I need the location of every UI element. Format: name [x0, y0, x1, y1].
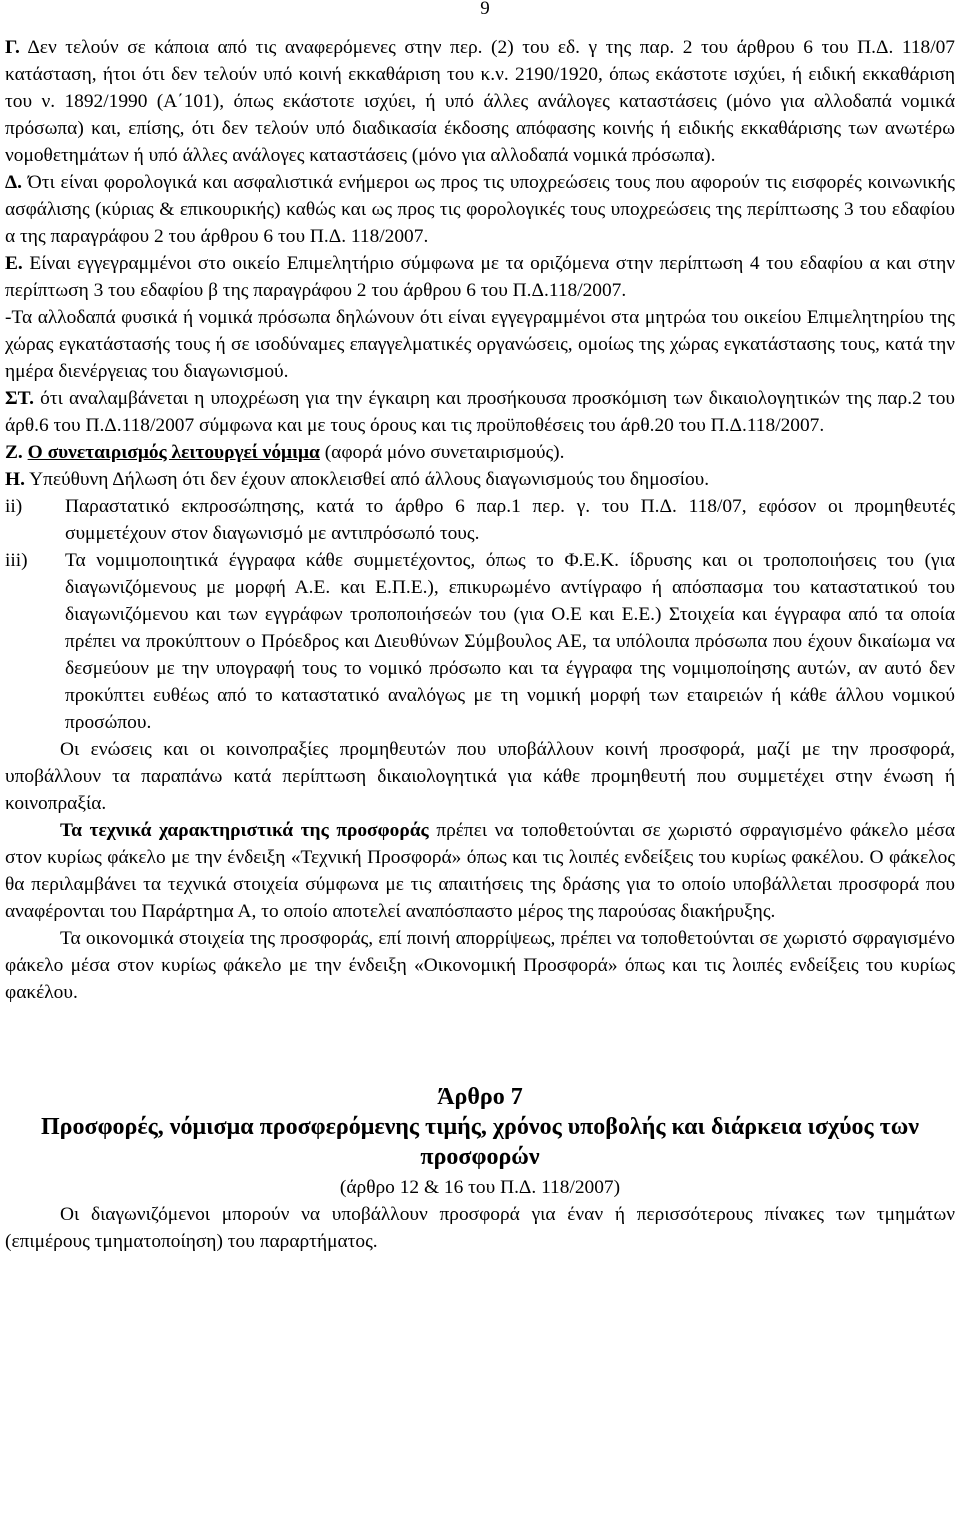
- list-item-iii: [5, 547, 955, 736]
- article-intro: Οι διαγωνιζόμενοι μπορούν να υποβάλλουν προσφορά για έναν ή περισσότερους πίνακες των τμημάτων (επιμέρους τμηματοποίηση) του παραρτήματος.: [5, 1204, 955, 1252]
- document-body: [5, 34, 955, 1255]
- item-text-h: Υπεύθυνη Δήλωση ότι δεν έχουν αποκλεισθεί από άλλους διαγωνισμούς του δημοσίου.: [29, 469, 710, 490]
- paragraph-z: [5, 439, 955, 466]
- article-subtitle: Προσφορές, νόμισμα προσφερόμενης τιμής, χρόνος υποβολής και διάρκεια ισχύος των προσφορών: [41, 1114, 919, 1170]
- article-reference: (άρθρο 12 & 16 του Π.Δ. 118/2007): [339, 1177, 621, 1198]
- item-label-z: Ζ.: [5, 442, 23, 463]
- list-text-iii: Τα νομιμοποιητικά έγγραφα κάθε συμμετέχοντος, όπως το Φ.Ε.Κ. ίδρυσης και οι τροποποιήσεις του (για διαγωνιζόμενους με μορφή Α.Ε. και Ε.Π.Ε.), επικυρωμένο αντίγραφο ή απόσπασμα του καταστατικού του διαγωνιζόμενου και των εγγράφων τροποποιήσεών του (για Ο.Ε και Ε.Ε.) Στοιχεία και έγγραφα από τα οποία πρέπει να προκύπτουν ο Πρόεδρος και Διευθύνων Σύμβουλος ΑΕ, τα υπόλοιπα πρόσωπα που έχουν δικαίωμα να δεσμεύουν με την υπογραφή τους το νομικό πρόσωπο και τα έγγραφα της νομιμοποίησης αυτών, αν αυτό δεν προκύπτει ευθέως από το καταστατικό αναλόγως με τη νομική μορφή των εταιρειών ή κάθε άλλου νομικού προσώπου.: [65, 550, 955, 733]
- article-title: Άρθρο 7: [437, 1084, 523, 1110]
- paragraph-technical: [5, 817, 955, 925]
- page-number: 9: [480, 0, 490, 19]
- paragraph-st: [5, 385, 955, 439]
- paragraph-d: [5, 169, 955, 250]
- item-label-h: Η.: [5, 469, 25, 490]
- list-number-iii: iii): [5, 550, 28, 571]
- list-number-ii: ii): [5, 496, 23, 517]
- paragraph-h: [5, 466, 955, 493]
- spacer: [5, 1006, 955, 1068]
- paragraph-e: [5, 250, 955, 304]
- paragraph-financial: Τα οικονομικά στοιχεία της προσφοράς, επί ποινή απορρίψεως, πρέπει να τοποθετούνται σε χωριστό σφραγισμένο φάκελο μέσα στον κυρίως φάκελο με την ένδειξη «Οικονομική Προσφορά» όπως και τις λοιπές ενδείξεις του κυρίως φακέλου.: [5, 928, 955, 1003]
- list-item-ii: [5, 493, 955, 547]
- item-text-g: Δεν τελούν σε κάποια από τις αναφερόμενες στην περ. (2) του εδ. γ της παρ. 2 του άρθρου 6 του Π.Δ. 118/07 κατάσταση, ήτοι ότι δεν τελούν υπό κοινή εκκαθάριση του κ.ν. 2190/1920, όπως εκάστοτε ισχύει, ή ειδική εκκαθάριση του ν. 1892/1990 (Α΄101), όπως εκάστοτε ισχύει, ή υπό άλλες ανάλογες καταστάσεις (μόνο για αλλοδαπά νομικά πρόσωπα) και, επίσης, ότι δεν τελούν υπό διαδικασία έκδοσης απόφασης κοινής ή ειδικής εκκαθάρισης των ανωτέρω νομοθετημάτων ή υπό άλλες ανάλογες καταστάσεις (μόνο για αλλοδαπά νομικά πρόσωπα).: [5, 37, 955, 166]
- item-text-z: (αφορά μόνο συνεταιρισμούς).: [324, 442, 565, 463]
- item-label-g: Γ.: [5, 37, 20, 58]
- paragraph-g: [5, 34, 955, 169]
- list-text-ii: Παραστατικό εκπροσώπησης, κατά το άρθρο 6 παρ.1 περ. γ. του Π.Δ. 118/07, εφόσον οι προμηθευτές συμμετέχουν στον διαγωνισμό με αντιπρόσωπό τους.: [65, 496, 955, 544]
- technical-text: πρέπει να τοποθετούνται σε χωριστό σφραγισμένο φάκελο μέσα στον κυρίως φάκελο με την ένδειξη «Τεχνική Προσφορά» όπως και τις λοιπές ενδείξεις του κυρίως φακέλου. Ο φάκελος θα περιλαμβάνει τα τεχνικά στοιχεία σύμφωνα με τις απαιτήσεις της δράσης για το οποίο υποβάλλεται προσφορά που αναφέρονται του Παράρτημα Α, το οποίο αποτελεί αναπόσπαστο μέρος της παρούσας διακήρυξης.: [5, 820, 955, 922]
- item-label-d: Δ.: [5, 172, 23, 193]
- article-heading: [5, 1082, 955, 1201]
- item-bold-z: Ο συνεταιρισμός λειτουργεί νόμιμα: [27, 442, 320, 463]
- technical-bold: Τα τεχνικά χαρακτηριστικά της προσφοράς: [60, 820, 429, 841]
- item-label-e: Ε.: [5, 253, 23, 274]
- item-label-st: ΣΤ.: [5, 388, 35, 409]
- item-text-st: ότι αναλαμβάνεται η υποχρέωση για την έγκαιρη και προσήκουσα προσκόμιση των δικαιολογητικών της παρ.2 του άρθ.6 του Π.Δ.118/2007 σύμφωνα και με τους όρους και τις προϋποθέσεις του άρθ.20 του Π.Δ.118/2007.: [5, 388, 955, 436]
- item-text-e: Είναι εγγεγραμμένοι στο οικείο Επιμελητήριο σύμφωνα με τα οριζόμενα στην περίπτωση 4 του εδαφίου α και στην περίπτωση 3 του εδαφίου β της παραγράφου 2 του άρθρου 6 του Π.Δ.118/2007.: [5, 253, 955, 301]
- paragraph-foreign: -Τα αλλοδαπά φυσικά ή νομικά πρόσωπα δηλώνουν ότι είναι εγγεγραμμένοι στα μητρώα του οικείου Επιμελητηρίου της χώρας εγκατάστασής τους ή σε ισοδύναμες επαγγελματικές οργανώσεις, ομοίως της χώρας εγκατάστασης τους, κατά την ημέρα διενέργειας του διαγωνισμού.: [5, 307, 955, 382]
- item-text-d: Ότι είναι φορολογικά και ασφαλιστικά ενήμεροι ως προς τις υποχρεώσεις τους που αφορούν τις εισφορές κοινωνικής ασφάλισης (κύριας & επικουρικής) καθώς και ως προς τις φορολογικές τους υποχρεώσεις της περίπτωσης 3 του εδαφίου α της παραγράφου 2 του άρθρου 6 του Π.Δ. 118/2007.: [5, 172, 955, 247]
- paragraph-unions: Οι ενώσεις και οι κοινοπραξίες προμηθευτών που υποβάλλουν κοινή προσφορά, μαζί με την προσφορά, υποβάλλουν τα παραπάνω κατά περίπτωση δικαιολογητικά για κάθε προμηθευτή που συμμετέχει στην ένωση ή κοινοπραξία.: [5, 739, 955, 814]
